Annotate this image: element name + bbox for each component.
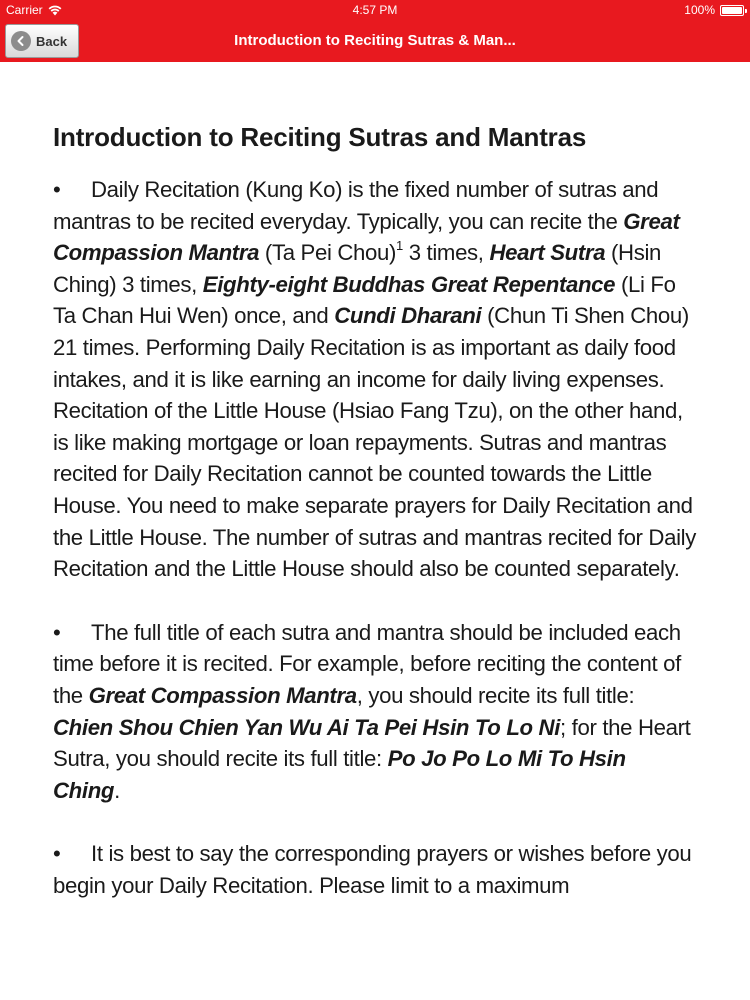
back-label: Back: [36, 33, 68, 49]
bullet: •: [53, 841, 61, 867]
text: It is best to say the corresponding prayers or wishes before you begin your Daily Recitation. Please limit to a maximum: [53, 841, 692, 898]
text: (Hsin Ching) 3 times,: [53, 240, 662, 297]
text: 3 times,: [402, 240, 490, 266]
text: (Ta Pei Chou): [259, 240, 397, 266]
bullet: •: [53, 619, 61, 645]
battery-percent: 100%: [684, 3, 715, 17]
carrier-label: Carrier: [6, 3, 43, 17]
status-right: [684, 0, 744, 20]
emphasis: Cundi Dharani: [334, 303, 482, 329]
text: The full title of each sutra and mantra should be included each time before it is recited. For example, before reciting the content of the: [53, 619, 681, 708]
paragraph-full-title: [53, 617, 698, 807]
emphasis: Great Compassion Mantra: [53, 208, 680, 266]
article-title: Introduction to Reciting Sutras and Mantras: [53, 122, 587, 152]
status-bar: [0, 0, 750, 20]
battery-icon: [720, 5, 744, 16]
emphasis: Heart Sutra: [489, 240, 606, 266]
emphasis: Chien Shou Chien Yan Wu Ai Ta Pei Hsin To Lo Ni: [53, 714, 561, 740]
battery-level-fill: [722, 7, 742, 14]
page-title: Introduction to Reciting Sutras & Man...: [234, 32, 516, 49]
paragraph-prayers: [53, 838, 698, 901]
navigation-bar: [0, 20, 750, 62]
footnote-marker: 1: [396, 238, 403, 254]
emphasis: Po Jo Po Lo Mi To Hsin Ching: [53, 746, 626, 803]
bullet: •: [53, 177, 61, 202]
text: (Chun Ti Shen Chou) 21 times. Performing Daily Recitation is as important as daily food intakes, and it is like earning an income for daily living expenses. Recitation of the Little House (Hsiao Fang Tzu), on the other hand, is like making mortgage or loan repayments. Sutras and mantras recited for Daily Recitation cannot be counted towards the Little House. You need to make separate prayers for Daily Recitation and the Little House. The number of sutras and mantras recited for Daily Recitation and the Little House should also be counted separately.: [53, 303, 696, 582]
emphasis: Great Compassion Mantra: [88, 682, 357, 708]
paragraph-daily-recitation: [53, 174, 698, 585]
clock: 4:57 PM: [352, 3, 398, 17]
text: , you should recite its full title:: [356, 682, 635, 708]
text: .: [114, 777, 120, 803]
text: ; for the Heart Sutra, you should recite its full title:: [53, 714, 691, 772]
text: Daily Recitation (Kung Ko) is the fixed number of sutras and mantras to be recited everyday. Typically, you can recite the: [53, 177, 659, 234]
article-content[interactable]: [0, 62, 750, 1000]
emphasis: Eighty-eight Buddhas Great Repentance: [202, 271, 616, 297]
text: (Li Fo Ta Chan Hui Wen) once, and: [53, 271, 676, 329]
